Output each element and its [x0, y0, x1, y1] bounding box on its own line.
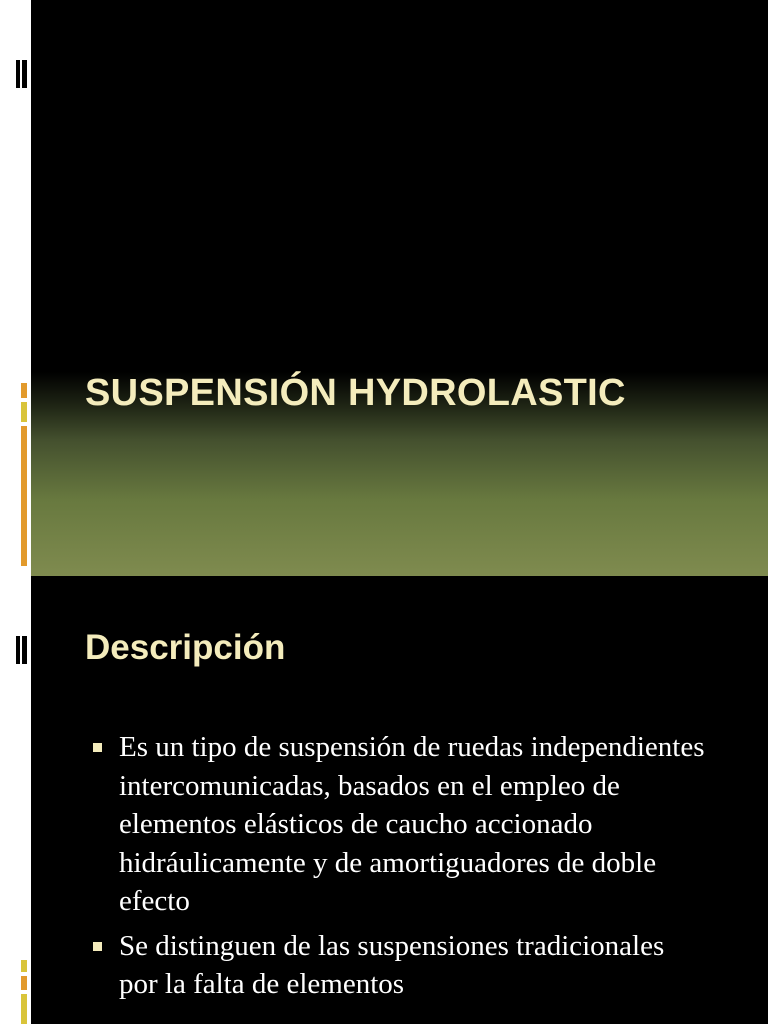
accent-marker-orange-3 — [21, 976, 27, 990]
bullet-list — [89, 728, 709, 1010]
list-item — [89, 927, 709, 1004]
section-heading: Descripción — [85, 628, 286, 667]
slide-title: SUSPENSIÓN HYDROLASTIC — [85, 372, 626, 414]
bullet-text: Se distinguen de las suspensiones tradicionales por la falta de elementos — [119, 929, 665, 1000]
square-bullet-icon — [93, 743, 102, 752]
square-bullet-icon — [93, 942, 102, 951]
left-margin-strip — [0, 0, 31, 1024]
list-item — [89, 728, 709, 921]
content-slide — [31, 576, 768, 1024]
bullet-text: Es un tipo de suspensión de ruedas independientes intercomunicadas, basados en el empleo de elementos elásticos de caucho accionado hidráulicamente y de amortiguadores de doble efecto — [119, 731, 705, 917]
title-slide — [31, 0, 768, 576]
accent-marker-orange-2 — [21, 426, 27, 566]
accent-marker-yellow-3 — [21, 994, 27, 1024]
accent-marker-yellow-1 — [21, 402, 27, 422]
accent-marker-yellow-2 — [21, 960, 27, 972]
accent-marker-orange-1 — [21, 383, 27, 398]
